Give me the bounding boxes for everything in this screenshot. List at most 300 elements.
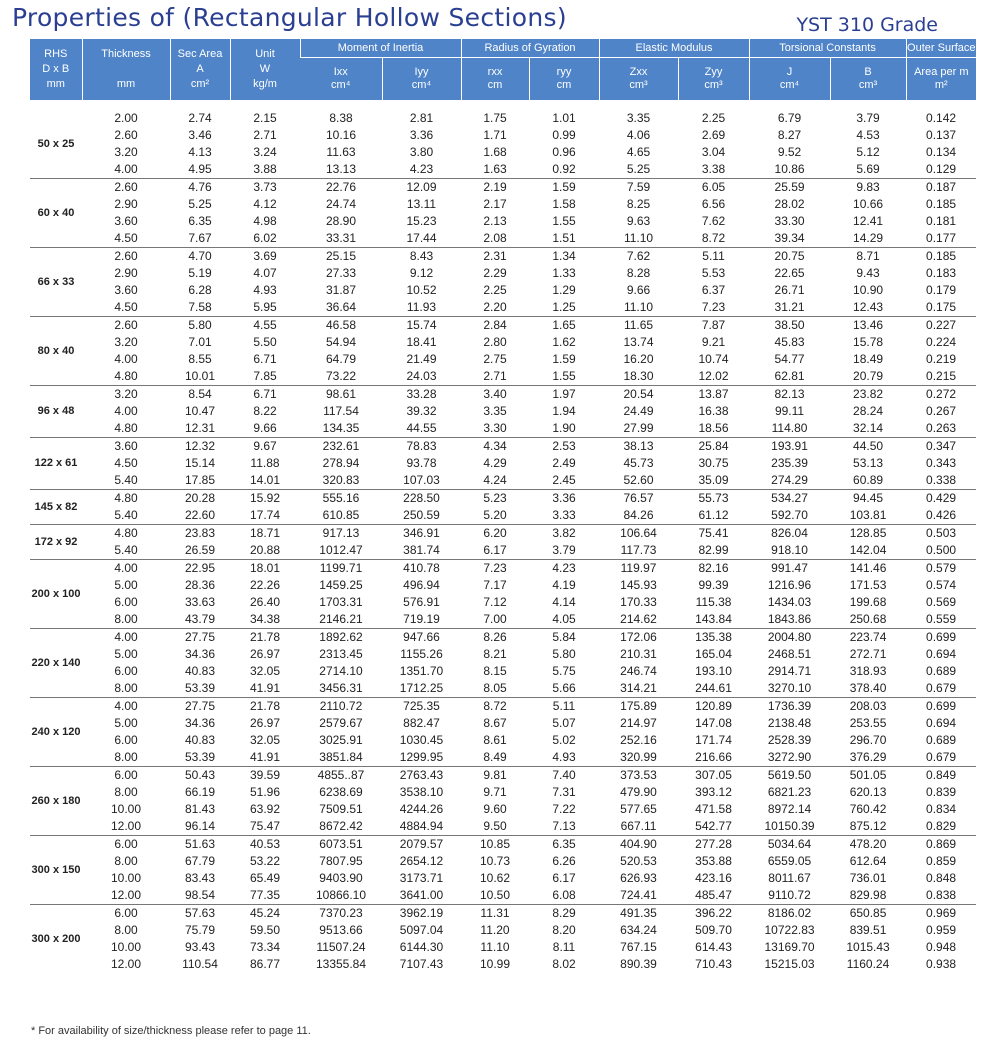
table-cell: 4.14: [552, 595, 576, 609]
table-row: [30, 680, 976, 698]
b-header: B cm³: [830, 58, 906, 101]
table-cell: 2528.39: [767, 733, 812, 747]
table-cell: 0.272: [906, 386, 976, 404]
table-cell: 223.74: [830, 629, 906, 647]
table-cell: 4.70: [170, 248, 230, 266]
table-cell: 9.12: [409, 266, 434, 280]
table-cell: 13169.70: [764, 940, 815, 954]
table-row: [30, 594, 976, 611]
table-cell: 20.79: [853, 369, 884, 383]
table-cell: 216.66: [695, 750, 732, 764]
table-cell: 171.74: [695, 733, 732, 747]
table-cell: 5034.64: [749, 836, 830, 854]
ryy-header: ryy cm: [529, 58, 599, 101]
table-cell: 175.89: [599, 698, 678, 716]
table-cell: 31.21: [774, 300, 805, 314]
table-cell: 5619.50: [749, 767, 830, 785]
table-cell: 6.00: [114, 733, 138, 747]
table-cell: 12.02: [698, 369, 729, 383]
table-cell: 4.06: [626, 128, 651, 142]
table-cell: 8.72: [461, 698, 529, 716]
table-cell: 0.215: [926, 369, 957, 383]
table-row: [30, 161, 976, 179]
table-cell: 32.14: [853, 421, 884, 435]
table-cell: 4.00: [114, 162, 138, 176]
table-cell: 278.94: [322, 456, 360, 470]
table-cell: 4.05: [552, 612, 576, 626]
table-cell: 3270.10: [767, 681, 812, 695]
table-cell: 15.92: [230, 490, 300, 508]
table-cell: 8.15: [483, 664, 507, 678]
table-cell: 767.15: [620, 940, 657, 954]
table-cell: 6.05: [678, 179, 749, 197]
table-cell: 0.848: [926, 871, 957, 885]
table-cell: 8.00: [114, 854, 138, 868]
outer-surface-header: Outer Surface: [906, 39, 976, 58]
table-cell: 0.129: [926, 162, 957, 176]
table-cell: 40.83: [184, 733, 216, 747]
table-cell: 25.84: [678, 438, 749, 456]
table-cell: 13.11: [406, 197, 437, 211]
table-cell: 875.12: [849, 819, 887, 833]
table-cell: 1015.43: [846, 940, 890, 954]
table-cell: 1.97: [529, 386, 599, 404]
table-cell: 214.62: [620, 612, 657, 626]
table-cell: 501.05: [830, 767, 906, 785]
table-cell: 82.16: [678, 560, 749, 578]
table-cell: 2.84: [461, 317, 529, 335]
table-cell: 11.88: [250, 456, 280, 470]
table-cell: 55.73: [678, 490, 749, 508]
table-cell: 1.59: [552, 352, 576, 366]
table-cell: 46.58: [300, 317, 382, 335]
section-size: 240 x 120: [30, 698, 82, 767]
table-cell: 6559.05: [767, 854, 812, 868]
table-cell: 34.36: [184, 647, 216, 661]
table-cell: 2.80: [483, 335, 507, 349]
table-cell: 0.267: [926, 404, 957, 418]
table-cell: 82.99: [698, 543, 729, 557]
table-row: [30, 698, 976, 716]
table-cell: 12.09: [382, 179, 461, 197]
table-cell: 4884.94: [399, 819, 444, 833]
table-cell: 13355.84: [315, 957, 367, 971]
table-cell: 214.97: [620, 716, 657, 730]
table-cell: 2468.51: [767, 647, 812, 661]
table-cell: 7509.51: [319, 802, 363, 816]
table-cell: 393.12: [695, 785, 732, 799]
table-cell: 4.80: [82, 490, 170, 508]
table-cell: 3538.10: [399, 785, 444, 799]
table-cell: 23.82: [830, 386, 906, 404]
table-cell: 2763.43: [382, 767, 461, 785]
table-row: [30, 542, 976, 560]
section-size: 172 x 92: [30, 525, 82, 560]
table-cell: 0.689: [926, 664, 957, 678]
footnote: * For availability of size/thickness please refer to page 11.: [31, 1025, 311, 1037]
table-cell: 10866.10: [315, 888, 367, 902]
table-cell: 1.90: [552, 421, 576, 435]
table-cell: 6.00: [114, 664, 138, 678]
table-cell: 0.948: [926, 940, 957, 954]
section-size: 50 x 25: [37, 137, 75, 150]
table-cell: 918.10: [771, 543, 808, 557]
table-cell: 25.59: [749, 179, 830, 197]
table-cell: 6.71: [253, 352, 277, 366]
table-cell: 2.20: [483, 300, 507, 314]
table-cell: 8.22: [253, 404, 277, 418]
table-cell: 7.00: [483, 612, 507, 626]
table-cell: 5.02: [552, 733, 576, 747]
table-cell: 32.05: [249, 733, 281, 747]
table-cell: 15.14: [184, 456, 216, 470]
table-row: [30, 577, 976, 594]
table-row: [30, 836, 976, 854]
table-cell: 8.00: [114, 681, 138, 695]
table-cell: 6073.51: [300, 836, 382, 854]
table-cell: 296.70: [849, 733, 887, 747]
table-cell: 8.27: [777, 128, 802, 142]
table-cell: 736.01: [849, 871, 887, 885]
table-cell: 65.49: [249, 871, 281, 885]
table-cell: 62.81: [774, 369, 805, 383]
table-cell: 22.65: [774, 266, 805, 280]
j-header: J cm⁴: [749, 58, 830, 101]
table-cell: 41.91: [249, 681, 281, 695]
section-size: 145 x 82: [30, 490, 82, 525]
table-cell: 10.01: [184, 369, 216, 383]
elastic-modulus-header: Elastic Modulus: [599, 39, 749, 58]
table-cell: 6.20: [461, 525, 529, 543]
table-cell: 17.44: [406, 231, 437, 245]
table-cell: 2.90: [114, 266, 138, 280]
table-cell: 378.40: [849, 681, 887, 695]
table-cell: 5.53: [701, 266, 726, 280]
table-cell: 9.71: [483, 785, 507, 799]
table-row: [30, 455, 976, 472]
table-cell: 5.40: [114, 508, 138, 522]
table-cell: 4.24: [483, 473, 507, 487]
table-cell: 8.43: [382, 248, 461, 266]
zxx-header: Zxx cm³: [599, 58, 678, 101]
table-cell: 7.17: [483, 578, 507, 592]
table-cell: 8.11: [552, 940, 576, 954]
table-cell: 376.29: [849, 750, 887, 764]
table-cell: 404.90: [599, 836, 678, 854]
table-row: [30, 818, 976, 836]
table-cell: 33.30: [774, 214, 805, 228]
table-cell: 0.838: [926, 888, 957, 902]
table-cell: 117.73: [620, 543, 657, 557]
table-cell: 496.94: [403, 578, 440, 592]
table-cell: 18.01: [230, 560, 300, 578]
table-cell: 10.00: [110, 802, 142, 816]
table-cell: 33.31: [325, 231, 357, 245]
table-cell: 3.80: [409, 145, 434, 159]
table-cell: 250.68: [849, 612, 887, 626]
thickness-header: Thickness mm: [82, 39, 170, 100]
table-cell: 396.22: [678, 905, 749, 923]
table-cell: 0.969: [906, 905, 976, 923]
table-cell: 99.11: [774, 404, 805, 418]
table-cell: 253.55: [849, 716, 887, 730]
table-cell: 710.43: [695, 957, 732, 971]
table-cell: 9.63: [626, 214, 651, 228]
table-cell: 134.35: [322, 421, 360, 435]
table-cell: 11.10: [480, 940, 510, 954]
table-row: [30, 490, 976, 508]
table-cell: 193.10: [695, 664, 732, 678]
table-cell: 18.49: [853, 352, 884, 366]
table-cell: 4.12: [253, 197, 277, 211]
table-cell: 9.66: [626, 283, 651, 297]
table-cell: 1216.96: [767, 578, 812, 592]
table-cell: 252.16: [620, 733, 657, 747]
table-cell: 667.11: [620, 819, 657, 833]
table-cell: 1.62: [552, 335, 576, 349]
table-row: [30, 386, 976, 404]
table-row: [30, 905, 976, 923]
table-cell: 10150.39: [764, 819, 815, 833]
table-cell: 3.20: [114, 335, 138, 349]
table-cell: 1.94: [552, 404, 576, 418]
table-row: [30, 110, 976, 127]
table-cell: 3.79: [856, 111, 880, 125]
table-cell: 2579.67: [319, 716, 363, 730]
table-cell: 2079.57: [382, 836, 461, 854]
table-cell: 5.23: [461, 490, 529, 508]
table-cell: 11507.24: [316, 940, 366, 954]
table-cell: 719.19: [403, 612, 440, 626]
table-cell: 6821.23: [767, 785, 812, 799]
table-cell: 3.38: [701, 162, 726, 176]
table-cell: 620.13: [849, 785, 887, 799]
table-cell: 36.64: [325, 300, 357, 314]
table-cell: 28.90: [325, 214, 357, 228]
table-row: [30, 801, 976, 818]
table-cell: 6.02: [253, 231, 277, 245]
table-cell: 3.20: [114, 145, 138, 159]
table-cell: 44.50: [830, 438, 906, 456]
table-cell: 26.40: [249, 595, 281, 609]
table-cell: 22.76: [300, 179, 382, 197]
table-cell: 2.71: [253, 128, 277, 142]
table-cell: 3.46: [188, 128, 212, 142]
table-cell: 21.78: [230, 629, 300, 647]
table-cell: 106.64: [599, 525, 678, 543]
table-cell: 2.81: [409, 111, 434, 125]
table-cell: 2.74: [188, 111, 212, 125]
table-cell: 7.22: [552, 802, 576, 816]
table-row: [30, 420, 976, 438]
table-cell: 0.699: [906, 698, 976, 716]
table-cell: 20.54: [599, 386, 678, 404]
table-cell: 6.35: [188, 214, 212, 228]
table-row: [30, 248, 976, 266]
table-cell: 485.47: [695, 888, 732, 902]
table-cell: 5.07: [552, 716, 576, 730]
table-cell: 9110.72: [768, 888, 811, 902]
table-cell: 8.02: [552, 957, 576, 971]
table-row: [30, 767, 976, 785]
table-cell: 2.19: [461, 179, 529, 197]
table-cell: 24.74: [325, 197, 357, 211]
table-cell: 21.49: [406, 352, 437, 366]
table-cell: 991.47: [749, 560, 830, 578]
table-cell: 760.42: [849, 802, 887, 816]
table-cell: 634.24: [620, 923, 657, 937]
table-cell: 45.24: [230, 905, 300, 923]
table-cell: 9.67: [230, 438, 300, 456]
table-cell: 25.15: [300, 248, 382, 266]
table-cell: 13.13: [325, 162, 357, 176]
table-cell: 3.30: [483, 421, 507, 435]
section-size: 122 x 61: [30, 438, 82, 490]
table-cell: 3.35: [483, 404, 507, 418]
table-cell: 1.55: [552, 214, 576, 228]
table-cell: 6.00: [82, 905, 170, 923]
table-cell: 5.80: [552, 647, 576, 661]
table-cell: 0.183: [926, 266, 957, 280]
table-cell: 27.75: [170, 698, 230, 716]
table-cell: 33.63: [184, 595, 216, 609]
table-cell: 199.68: [849, 595, 887, 609]
table-cell: 2.25: [483, 283, 507, 297]
table-cell: 81.43: [184, 802, 216, 816]
table-cell: 5.12: [856, 145, 880, 159]
table-cell: 10722.83: [764, 923, 815, 937]
table-cell: 40.53: [230, 836, 300, 854]
table-cell: 1.68: [483, 145, 507, 159]
table-cell: 1736.39: [749, 698, 830, 716]
table-row: [30, 629, 976, 647]
section-size: 200 x 100: [30, 560, 82, 629]
table-cell: 7107.43: [399, 957, 444, 971]
table-cell: 725.35: [382, 698, 461, 716]
table-cell: 8.00: [114, 785, 138, 799]
table-cell: 45.73: [623, 456, 654, 470]
table-cell: 250.59: [403, 508, 440, 522]
table-cell: 3.24: [253, 145, 277, 159]
table-cell: 8.26: [461, 629, 529, 647]
table-cell: 826.04: [749, 525, 830, 543]
table-cell: 3272.90: [767, 750, 812, 764]
table-row: [30, 749, 976, 767]
table-cell: 28.36: [184, 578, 216, 592]
table-cell: 3.04: [701, 145, 726, 159]
table-cell: 12.00: [110, 957, 142, 971]
table-cell: 228.50: [382, 490, 461, 508]
table-cell: 5.84: [529, 629, 599, 647]
table-cell: 6.00: [82, 767, 170, 785]
table-cell: 3456.31: [319, 681, 363, 695]
table-cell: 6144.30: [399, 940, 444, 954]
table-cell: 0.96: [552, 145, 576, 159]
table-body: [30, 100, 976, 973]
table-cell: 1892.62: [300, 629, 382, 647]
table-cell: 0.263: [926, 421, 957, 435]
table-cell: 32.05: [249, 664, 281, 678]
table-cell: 314.21: [620, 681, 657, 695]
table-cell: 40.83: [184, 664, 216, 678]
table-row: [30, 646, 976, 663]
table-cell: 0.99: [552, 128, 576, 142]
table-cell: 10.90: [853, 283, 884, 297]
table-cell: 11.20: [480, 923, 510, 937]
table-cell: 479.90: [620, 785, 657, 799]
table-cell: 76.57: [599, 490, 678, 508]
table-cell: 9403.90: [319, 871, 363, 885]
table-row: [30, 127, 976, 144]
table-cell: 0.834: [926, 802, 957, 816]
table-cell: 0.959: [926, 923, 957, 937]
table-cell: 20.88: [249, 543, 281, 557]
table-cell: 542.77: [695, 819, 732, 833]
table-cell: 0.177: [926, 231, 957, 245]
table-cell: 51.63: [170, 836, 230, 854]
table-cell: 4.55: [230, 317, 300, 335]
grade-label: YST 310 Grade: [796, 14, 938, 36]
table-cell: 22.95: [170, 560, 230, 578]
table-cell: 1030.45: [399, 733, 444, 747]
table-cell: 17.85: [184, 473, 216, 487]
table-cell: 6.35: [529, 836, 599, 854]
table-cell: 82.13: [749, 386, 830, 404]
table-cell: 3173.71: [399, 871, 444, 885]
table-cell: 12.31: [184, 421, 216, 435]
table-cell: 22.26: [249, 578, 281, 592]
table-cell: 0.699: [906, 629, 976, 647]
table-cell: 235.39: [771, 456, 808, 470]
table-cell: 2.53: [529, 438, 599, 456]
table-cell: 2110.72: [300, 698, 382, 716]
table-cell: 1843.86: [767, 612, 812, 626]
table-cell: 107.03: [403, 473, 440, 487]
table-cell: 9.83: [830, 179, 906, 197]
table-cell: 3641.00: [399, 888, 444, 902]
table-cell: 17.74: [249, 508, 281, 522]
table-cell: 3962.19: [382, 905, 461, 923]
table-cell: 0.137: [926, 128, 957, 142]
table-cell: 135.38: [678, 629, 749, 647]
table-cell: 2.60: [82, 317, 170, 335]
table-row: [30, 870, 976, 887]
table-cell: 3025.91: [319, 733, 363, 747]
table-cell: 11.10: [623, 300, 654, 314]
table-cell: 34.38: [249, 612, 281, 626]
table-cell: 478.20: [830, 836, 906, 854]
table-cell: 98.54: [184, 888, 216, 902]
table-cell: 7.23: [701, 300, 726, 314]
table-cell: 12.00: [110, 819, 142, 833]
table-cell: 8.55: [188, 352, 212, 366]
table-cell: 2.15: [253, 111, 277, 125]
table-cell: 0.503: [906, 525, 976, 543]
table-cell: 6.37: [701, 283, 726, 297]
table-cell: 2.60: [82, 179, 170, 197]
table-row: [30, 922, 976, 939]
properties-table: [30, 39, 976, 973]
table-cell: 4.80: [82, 525, 170, 543]
table-cell: 471.58: [695, 802, 732, 816]
table-cell: 8186.02: [749, 905, 830, 923]
table-cell: 576.91: [403, 595, 440, 609]
table-cell: 2.29: [483, 266, 507, 280]
table-cell: 4.93: [552, 750, 576, 764]
table-cell: 34.36: [184, 716, 216, 730]
table-cell: 509.70: [695, 923, 732, 937]
table-cell: 15.23: [406, 214, 437, 228]
